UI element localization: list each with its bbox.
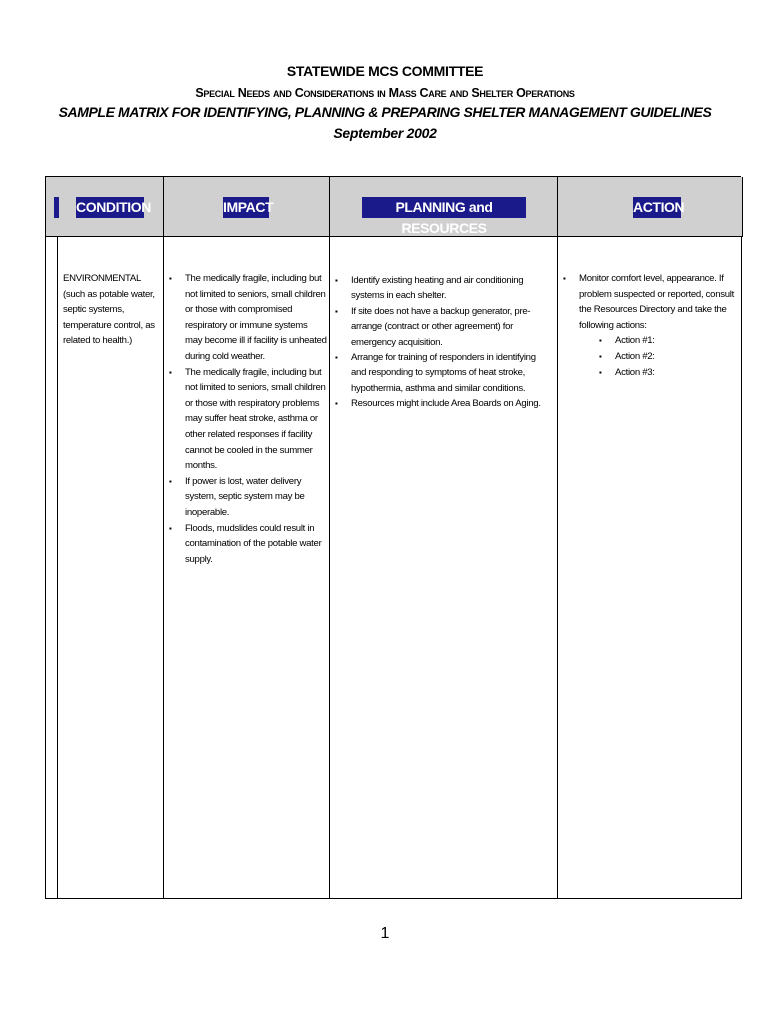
condition-text: ENVIRONMENTAL (such as potable water, septic systems, temperature control, as related to health.) (63, 273, 155, 347)
planning-item: ▪ If site does not have a backup generator, pre-arrange (contract or other agreement) for emergency acquisition. (335, 304, 551, 350)
action-main-text: Monitor comfort level, appearance. If problem suspected or reported, consult the Resources Directory and take the following actions: (579, 273, 734, 331)
action-sub-item: ▪ Action #1: (579, 333, 735, 349)
column-header-condition: CONDITION (76, 197, 144, 218)
planning-item: ▪ Arrange for training of responders in identifying and responding to symptoms of heat stroke, hypothermia, asthma and similar conditions. (335, 350, 551, 396)
column-header-impact: IMPACT (223, 197, 269, 218)
committee-title: STATEWIDE MCS COMMITTEE (286, 63, 484, 79)
impact-cell (169, 271, 327, 567)
column-divider (163, 177, 164, 899)
column-divider (329, 177, 330, 899)
impact-item: ▪ Floods, mudslides could result in contamination of the potable water supply. (169, 521, 327, 568)
action-cell (563, 271, 735, 380)
matrix-header-row (46, 177, 743, 237)
page-number: 1 (380, 925, 390, 942)
document-date: September 2002 (333, 125, 437, 141)
guidelines-matrix (45, 176, 741, 899)
matrix-title: SAMPLE MATRIX FOR IDENTIFYING, PLANNING & PREPARING SHELTER MANAGEMENT GUIDELINES (58, 104, 712, 120)
header-accent-bar (54, 197, 59, 218)
column-header-planning: PLANNING and RESOURCES (362, 197, 526, 218)
impact-item: ▪ If power is lost, water delivery system, septic system may be inoperable. (169, 474, 327, 521)
column-divider (557, 177, 558, 899)
document-subtitle: Special Needs and Considerations in Mass Care and Shelter Operations (195, 86, 575, 100)
column-divider (741, 237, 742, 899)
action-item (563, 271, 735, 380)
document-header (0, 62, 770, 143)
planning-item: ▪ Identify existing heating and air conditioning systems in each shelter. (335, 273, 551, 304)
impact-item: ▪ The medically fragile, including but not limited to seniors, small children or those with respiratory problems may suffer heat stroke, asthma or other related responses if facility cannot be cooled in the summer months. (169, 365, 327, 474)
condition-cell (63, 271, 159, 349)
column-header-action: ACTION (633, 197, 681, 218)
action-sub-item: ▪ Action #3: (579, 365, 735, 381)
column-divider (57, 237, 58, 899)
planning-cell (335, 273, 551, 412)
planning-item: ▪ Resources might include Area Boards on Aging. (335, 396, 551, 411)
action-sub-item: ▪ Action #2: (579, 349, 735, 365)
impact-item: ▪ The medically fragile, including but not limited to seniors, small children or those with compromised respiratory or immune systems may become ill if facility is unheated during cold weather. (169, 271, 327, 365)
